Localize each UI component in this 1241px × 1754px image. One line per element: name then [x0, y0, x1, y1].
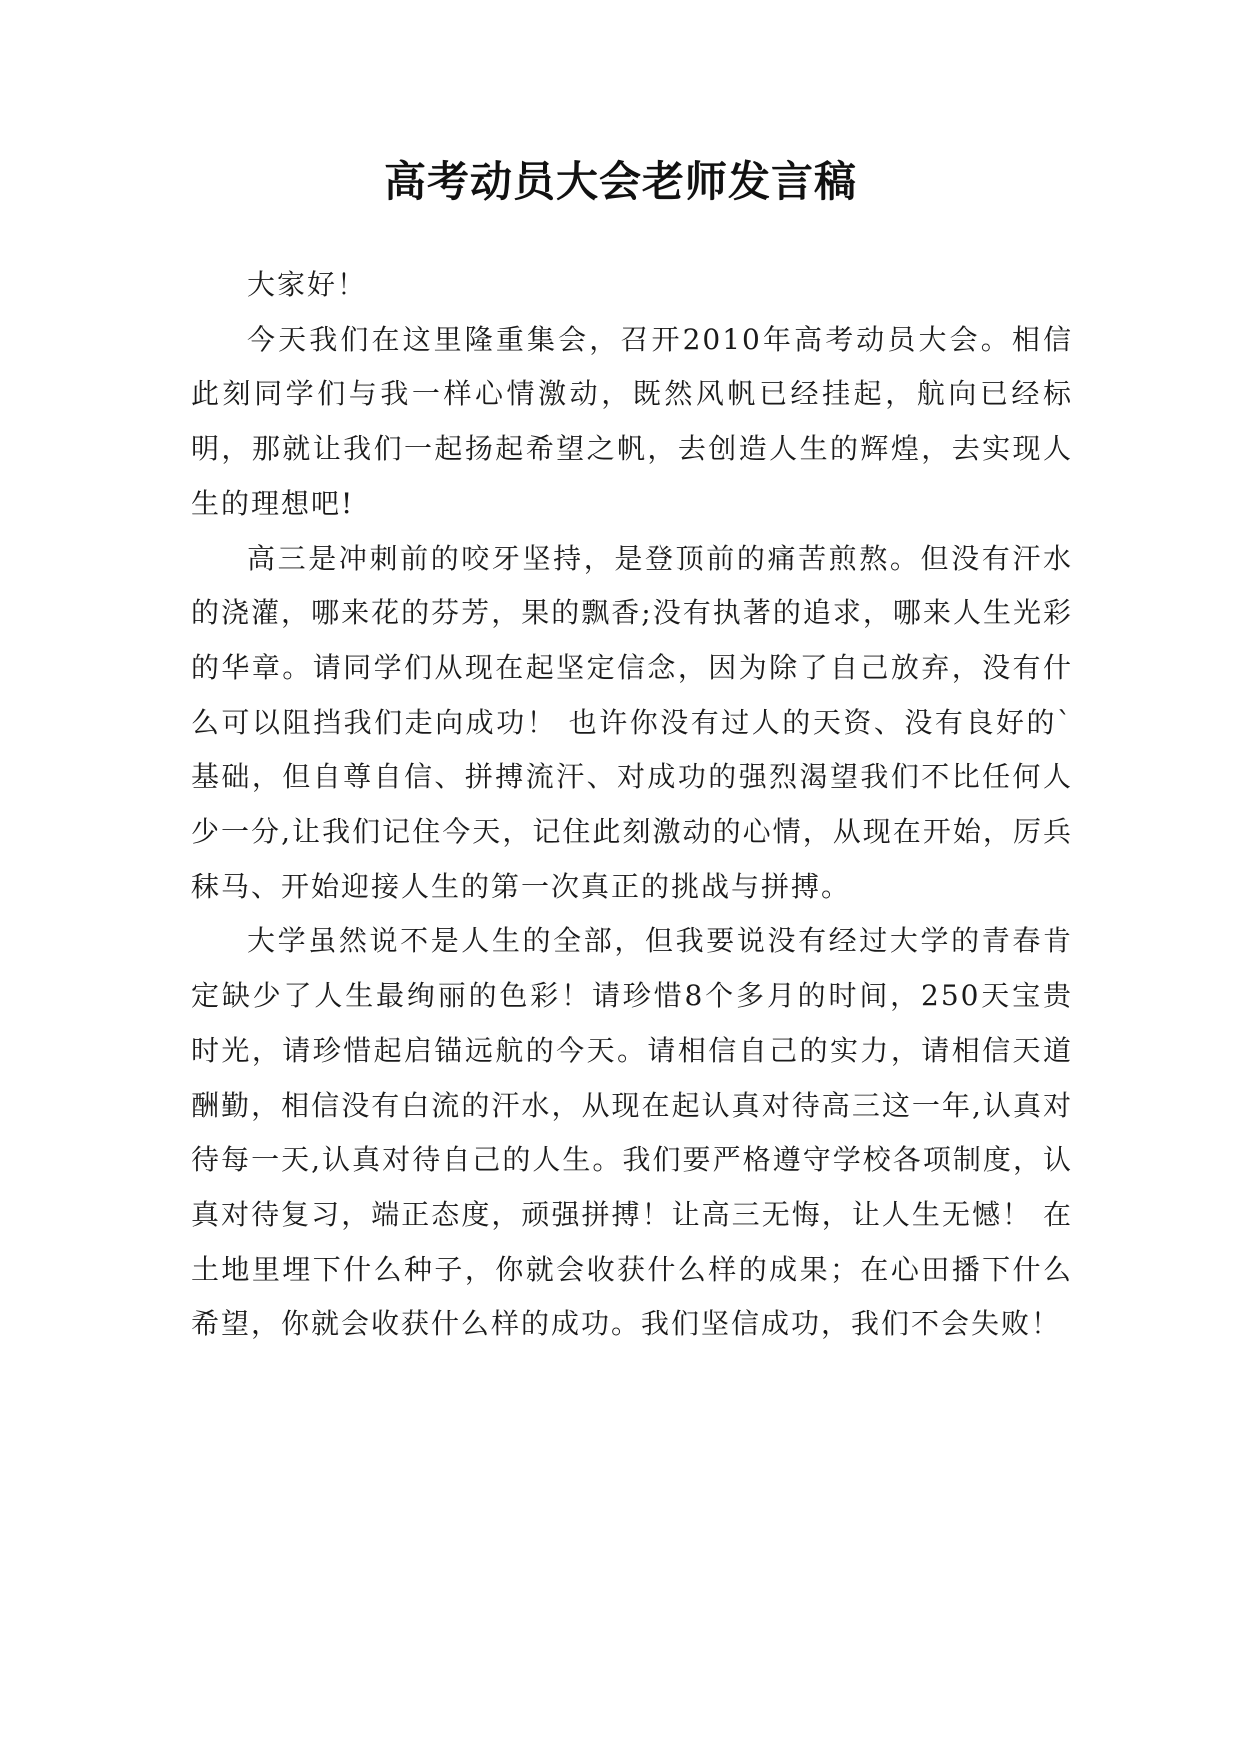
paragraph-greeting: 大家好！: [247, 268, 368, 301]
paragraph-senior-year: 高三是冲刺前的咬牙坚持，是登顶前的痛苦煎熬。但没有汗水的浇灌，哪来花的芬芳，果的飘香;没有执著的追求，哪来人生光彩的华章。请同学们从现在起坚定信念，因为除了自己放弃，没有什么可以阻挡我们走向成功！ 也许你没有过人的天资、没有良好的`基础，但自尊自信、拼搏流汗、对成功的强烈渴望我们不比任何人少一分,让我们记住今天，记住此刻激动的心情，从现在开始，厉兵秣马、开始迎接人生的第一次真正的挑战与拼搏。: [191, 541, 1073, 903]
document-body: [191, 258, 1073, 1352]
paragraph-opening: 今天我们在这里隆重集会，召开2010年高考动员大会。相信此刻同学们与我一样心情激动，既然风帆已经挂起，航向已经标明，那就让我们一起扬起希望之帆，去创造人生的辉煌，去实现人生的理想吧!: [191, 322, 1073, 520]
paragraph-university: 大学虽然说不是人生的全部，但我要说没有经过大学的青春肯定缺少了人生最绚丽的色彩！请珍惜8个多月的时间，250天宝贵时光，请珍惜起启锚远航的今天。请相信自己的实力，请相信天道酬勤，相信没有白流的汗水，从现在起认真对待高三这一年,认真对待每一天,认真对待自己的人生。我们要严格遵守学校各项制度，认真对待复习，端正态度，顽强拼搏！让高三无悔，让人生无憾！ 在土地里埋下什么种子，你就会收获什么样的成果；在心田播下什么希望，你就会收获什么样的成功。我们坚信成功，我们不会失败！: [191, 924, 1073, 1341]
document-title: 高考动员大会老师发言稿: [383, 157, 857, 206]
